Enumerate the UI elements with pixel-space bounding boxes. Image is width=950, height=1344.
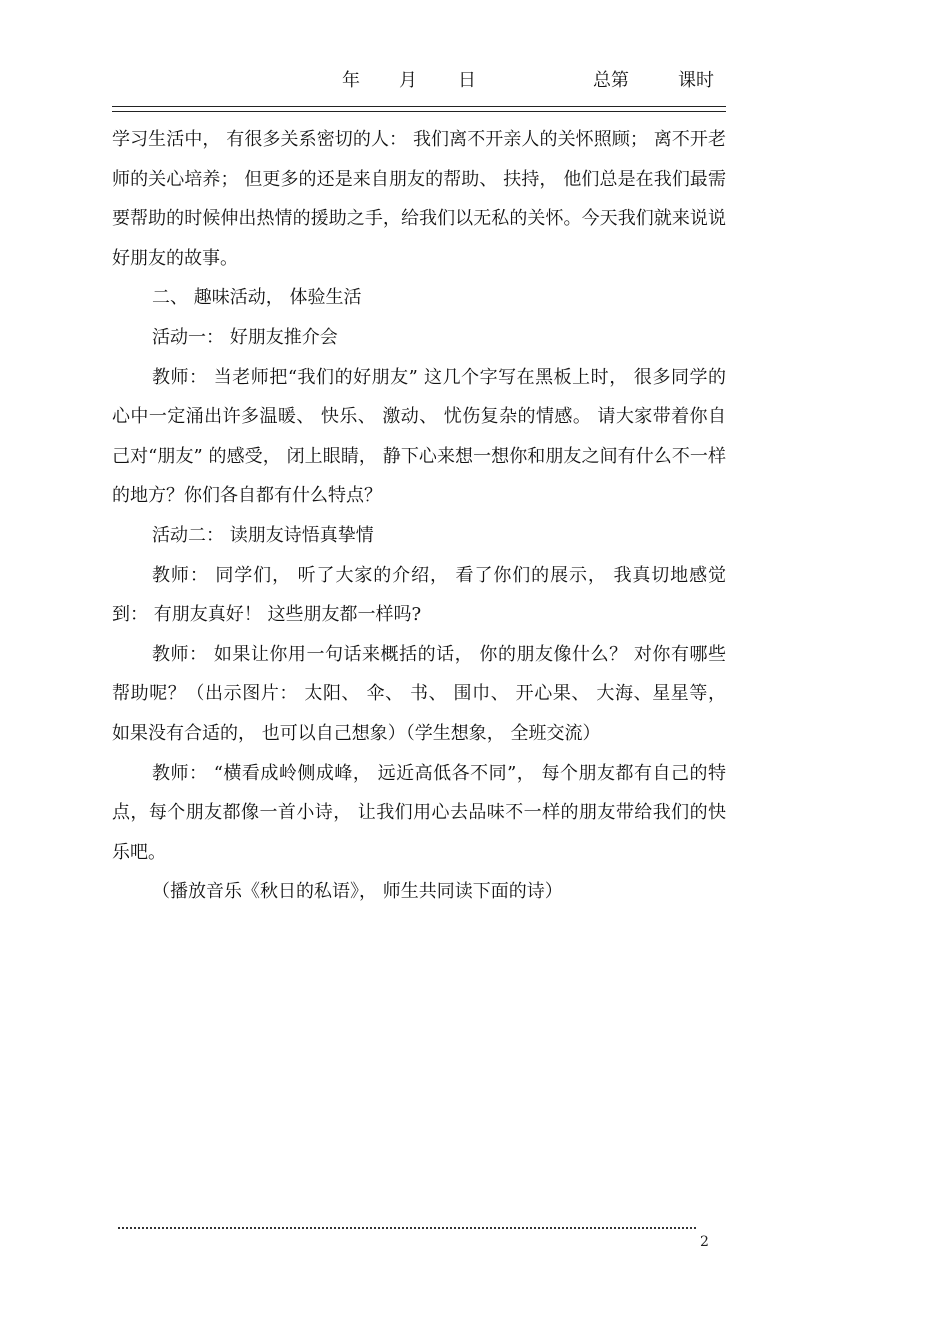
header-day: 日 — [458, 70, 476, 91]
teacher-paragraph-4: 教师： “横看成岭侧成峰， 远近高低各不同”， 每个朋友都有自己的特点，每个朋友都像一首小诗， 让我们用心去品味不一样的朋友带给我们的快乐吧。 — [112, 762, 726, 863]
music-instruction: （播放音乐《秋日的私语》， 师生共同读下面的诗） — [152, 881, 563, 903]
header-total-lesson: 总第 — [593, 70, 629, 91]
header-month: 月 — [399, 70, 417, 91]
page-number: 2 — [700, 1234, 709, 1250]
teacher-paragraph-3: 教师： 如果让你用一句话来概括的话， 你的朋友像什么？ 对你有哪些帮助呢？（出示图片： 太阳、 伞、 书、 围巾、 开心果、 大海、星星等， 如果没有合适的， 也可以自己想象）（学生想象， 全班交流） — [112, 643, 726, 744]
header-class-period: 课时 — [678, 70, 714, 91]
intro-paragraph: 学习生活中， 有很多关系密切的人： 我们离不开亲人的关怀照顾； 离不开老师的关心培养； 但更多的还是来自朋友的帮助、 扶持， 他们总是在我们最需要帮助的时候伸出热情的援助之手，给我们以无私的关怀。今天我们就来说说好朋友的故事。 — [112, 129, 726, 269]
page-header — [112, 66, 726, 94]
activity-one-heading: 活动一： 好朋友推介会 — [152, 326, 338, 348]
teacher-paragraph-2: 教师： 同学们， 听了大家的介绍， 看了你们的展示， 我真切地感觉到： 有朋友真好！ 这些朋友都一样吗? — [112, 564, 726, 626]
teacher-paragraph-1: 教师： 当老师把“我们的好朋友” 这几个字写在黑板上时， 很多同学的心中一定涌出许多温暖、 快乐、 激动、 忧伤复杂的情感。 请大家带着你自己对“朋友” 的感受， 闭上眼睛， 静下心来想一想你和朋友之间有什么不一样的地方？你们各自都有什么特点？ — [112, 366, 726, 507]
activity-two-heading: 活动二： 读朋友诗悟真挚情 — [152, 524, 374, 546]
header-double-rule — [112, 106, 726, 112]
footer-dotted-rule — [118, 1227, 696, 1229]
header-year: 年 — [342, 70, 360, 91]
section-heading: 二、 趣味活动， 体验生活 — [152, 287, 362, 309]
document-body — [112, 120, 726, 912]
